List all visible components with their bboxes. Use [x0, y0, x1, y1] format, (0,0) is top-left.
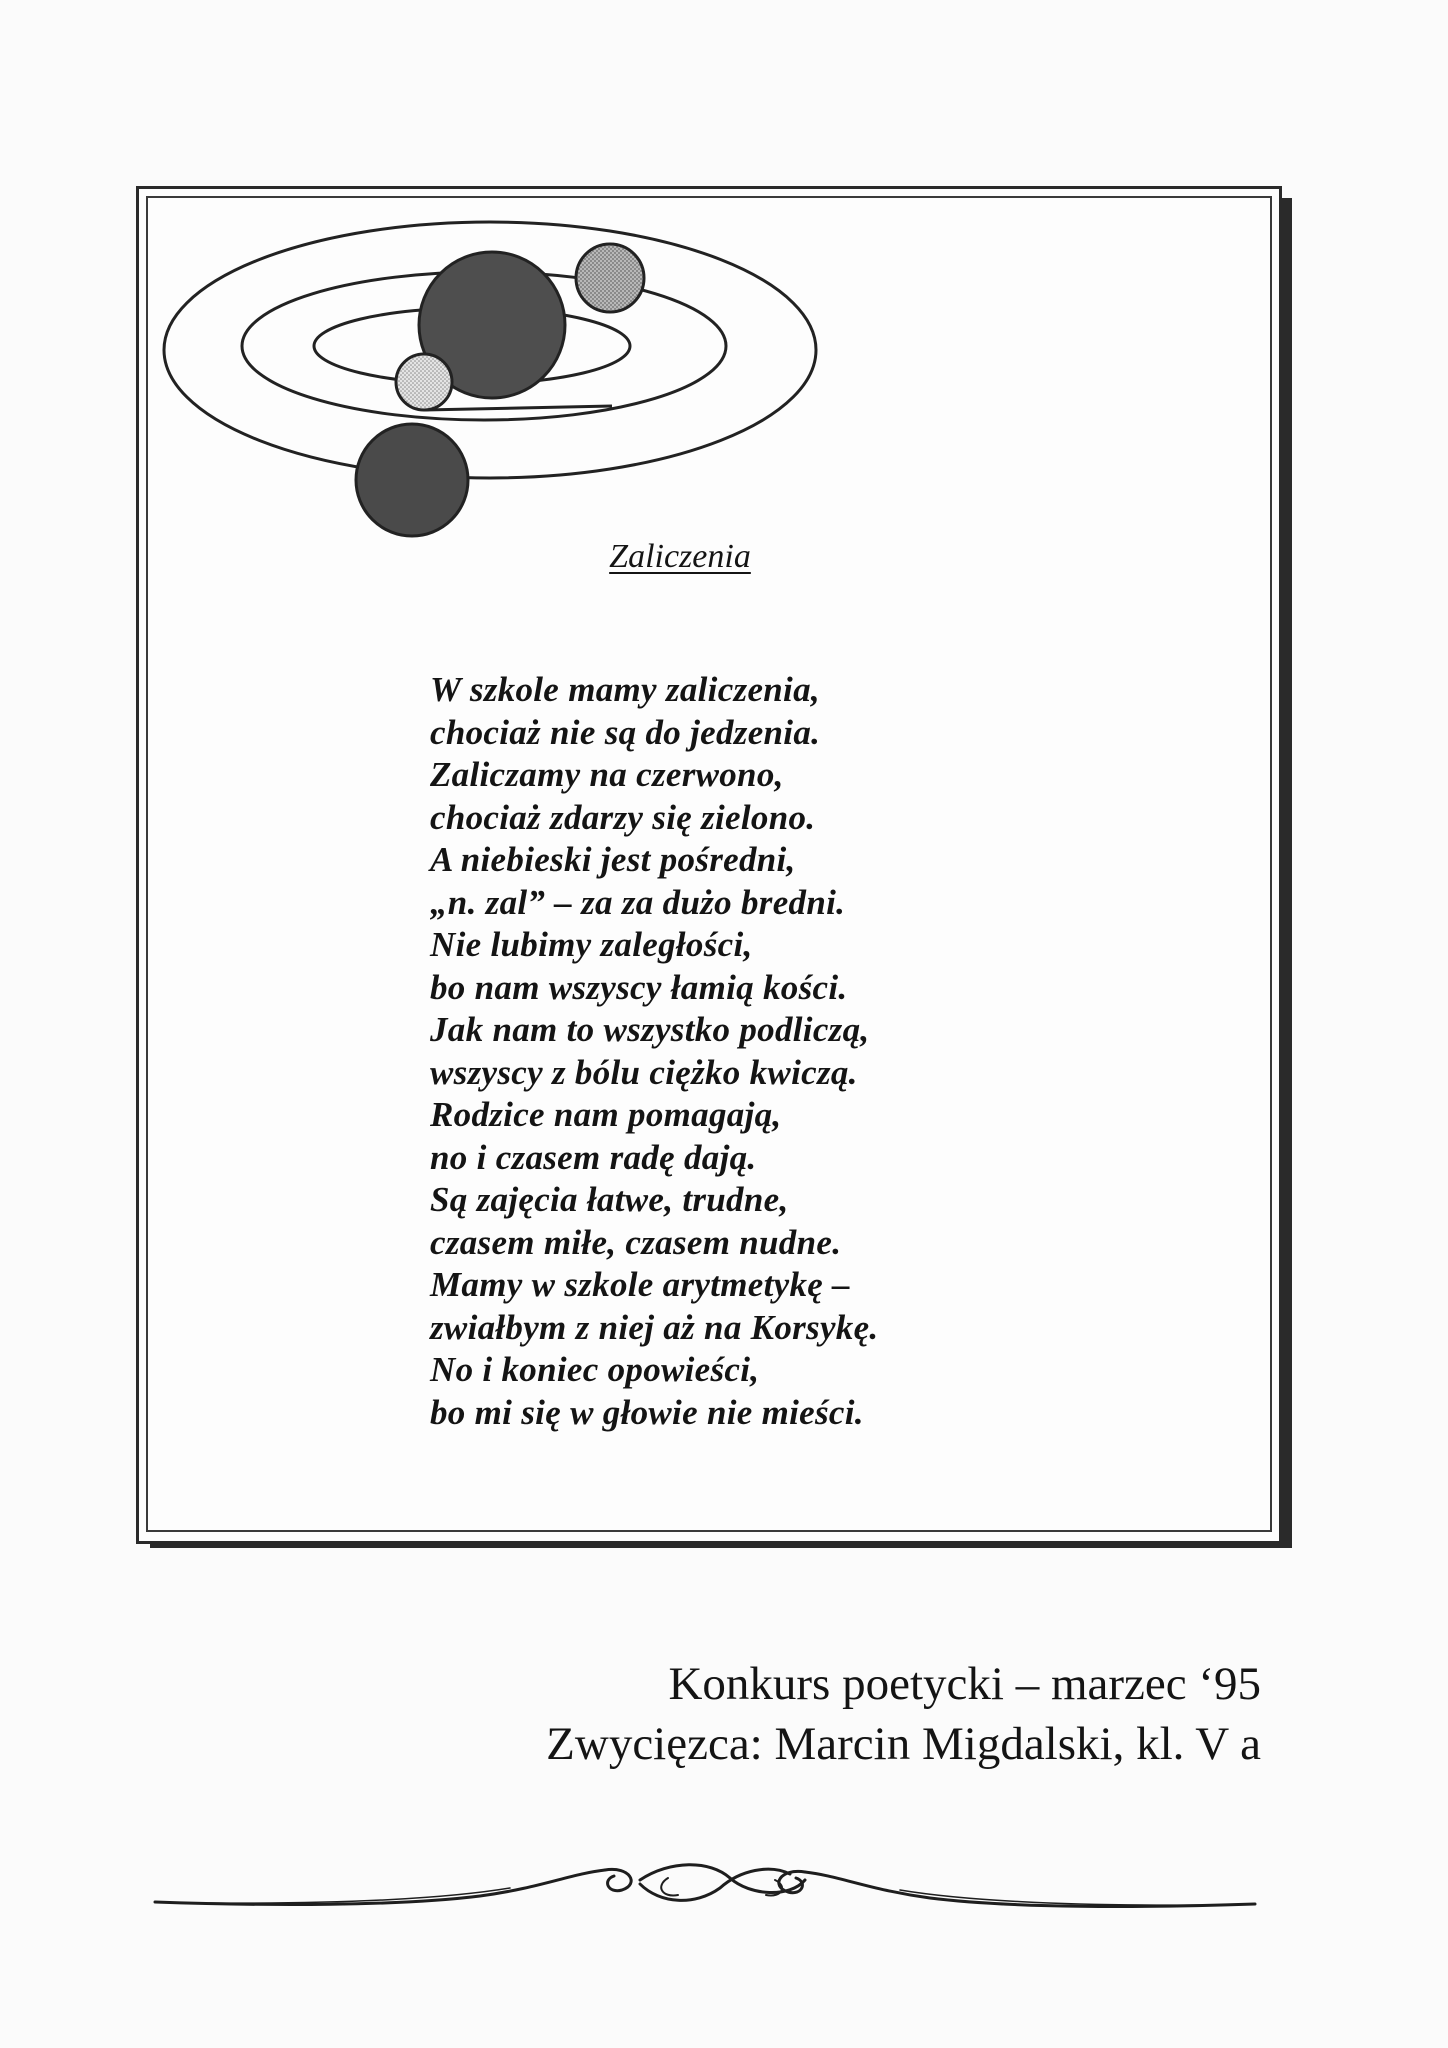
credits: [546, 1654, 1261, 1774]
poem-line: bo mi się w głowie nie mieści.: [430, 1392, 864, 1432]
solar-system-illustration: [150, 200, 830, 550]
small-planet-light: [396, 354, 452, 410]
poem-line: chociaż nie są do jedzenia.: [430, 712, 821, 752]
poem-line: zwiałbym z niej aż na Korsykę.: [430, 1307, 879, 1347]
poem-line: Zaliczamy na czerwono,: [430, 755, 784, 794]
orbit-line: [424, 406, 612, 410]
small-planet-top-right: [576, 244, 644, 312]
scroll-flourish-ornament: [150, 1840, 1260, 1960]
poem-line: Nie lubimy zaległości,: [430, 925, 753, 964]
poem-line: chociaż zdarzy się zielono.: [430, 797, 816, 837]
poem-line: czasem miłe, czasem nudne.: [430, 1222, 842, 1262]
poem-line: No i koniec opowieści,: [430, 1350, 760, 1389]
winner-line: Zwycięzca: Marcin Migdalski, kl. V a: [546, 1718, 1261, 1770]
poem-line: no i czasem radę dają.: [430, 1137, 757, 1177]
poem-line: wszyscy z bólu ciężko kwiczą.: [430, 1052, 858, 1092]
contest-line: Konkurs poetycki – marzec ‘95: [668, 1658, 1261, 1710]
poem-line: Mamy w szkole arytmetykę –: [430, 1265, 850, 1304]
poem-line: Jak nam to wszystko podliczą,: [430, 1010, 870, 1049]
poem-line: W szkole mamy zaliczenia,: [430, 670, 820, 709]
poem-line: „n. zal” – za za dużo bredni.: [430, 882, 846, 922]
bottom-planet: [356, 424, 468, 536]
poem-line: Rodzice nam pomagają,: [430, 1095, 782, 1134]
poem-line: bo nam wszyscy łamią kości.: [430, 967, 848, 1007]
frame-shadow-right: [1282, 198, 1292, 1548]
poem-body: [430, 669, 1190, 1434]
poem-line: A niebieski jest pośredni,: [430, 840, 796, 879]
poem-title: Zaliczenia: [609, 538, 751, 575]
poem-line: Są zajęcia łatwe, trudne,: [430, 1180, 789, 1219]
